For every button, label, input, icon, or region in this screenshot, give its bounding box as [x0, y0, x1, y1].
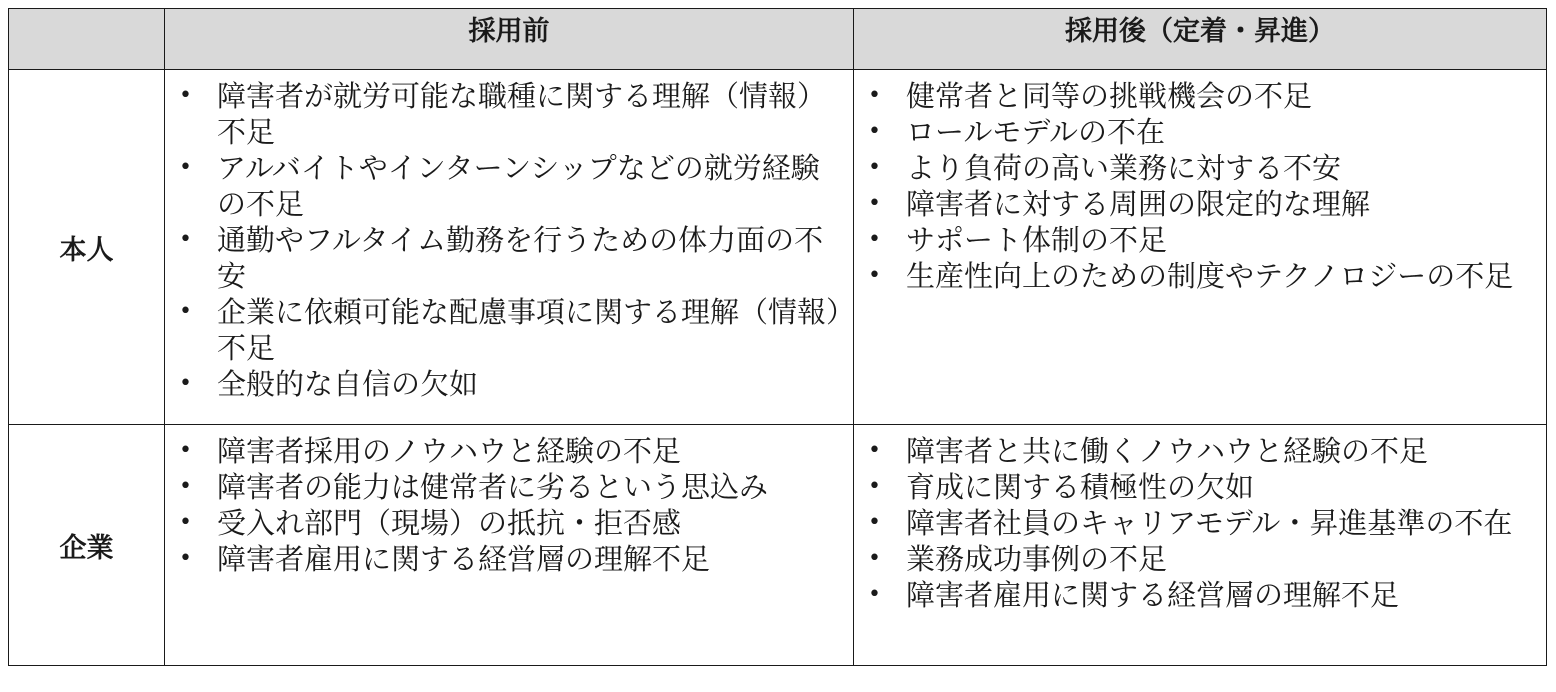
list-item: • 障害者雇用に関する経営層の理解不足: [165, 541, 841, 577]
cell-self-before: [165, 70, 854, 425]
table-row-company: [9, 425, 1547, 666]
header-row: [9, 9, 1547, 70]
list-item: • 育成に関する積極性の欠如: [854, 469, 1534, 505]
header-corner-cell: [9, 9, 165, 70]
list-item: • 通勤やフルタイム勤務を行うための体力面の不安: [165, 222, 841, 294]
header-after-cell: 採用後（定着・昇進）: [854, 9, 1547, 70]
list-company-after: [854, 425, 1546, 613]
row-label-self: 本人: [9, 70, 165, 425]
list-item: • より負荷の高い業務に対する不安: [854, 150, 1534, 186]
list-item: • 生産性向上のための制度やテクノロジーの不足: [854, 258, 1534, 294]
cell-self-after: [854, 70, 1547, 425]
list-company-before: [165, 425, 853, 577]
list-self-before: [165, 70, 853, 402]
list-item: • アルバイトやインターンシップなどの就労経験の不足: [165, 150, 841, 222]
list-item: • 障害者社員のキャリアモデル・昇進基準の不在: [854, 505, 1534, 541]
list-item: • 業務成功事例の不足: [854, 541, 1534, 577]
list-item: • 全般的な自信の欠如: [165, 366, 841, 402]
list-item: • 障害者採用のノウハウと経験の不足: [165, 433, 841, 469]
list-self-after: [854, 70, 1546, 294]
list-item: • 障害者と共に働くノウハウと経験の不足: [854, 433, 1534, 469]
header-before-cell: 採用前: [165, 9, 854, 70]
list-item: • 健常者と同等の挑戦機会の不足: [854, 78, 1534, 114]
list-item: • サポート体制の不足: [854, 222, 1534, 258]
list-item: • 障害者の能力は健常者に劣るという思込み: [165, 469, 841, 505]
cell-company-after: [854, 425, 1547, 666]
list-item: • 障害者雇用に関する経営層の理解不足: [854, 577, 1534, 613]
row-label-company: 企業: [9, 425, 165, 666]
list-item: • ロールモデルの不在: [854, 114, 1534, 150]
list-item: • 企業に依頼可能な配慮事項に関する理解（情報）不足: [165, 294, 841, 366]
cell-company-before: [165, 425, 854, 666]
table-row-self: [9, 70, 1547, 425]
list-item: • 受入れ部門（現場）の抵抗・拒否感: [165, 505, 841, 541]
barriers-table: [8, 8, 1547, 666]
list-item: • 障害者に対する周囲の限定的な理解: [854, 186, 1534, 222]
list-item: • 障害者が就労可能な職種に関する理解（情報）不足: [165, 78, 841, 150]
